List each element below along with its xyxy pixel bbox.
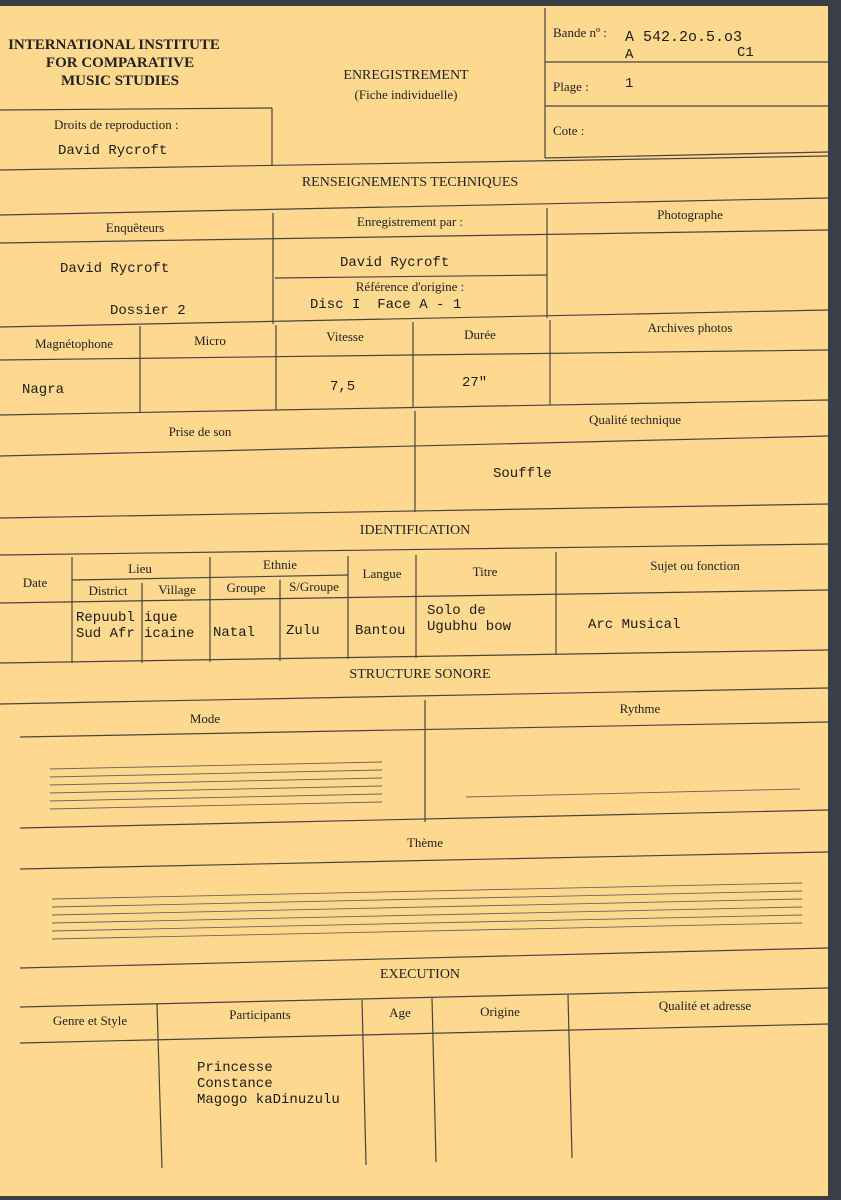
dossier-value: Dossier 2 [110, 303, 186, 319]
village-value-2: icaine [144, 626, 195, 642]
groupe-label: Groupe [226, 580, 266, 595]
prise-label: Prise de son [168, 424, 232, 439]
photographe-label: Photographe [657, 207, 723, 222]
plage-label: Plage : [553, 79, 589, 94]
qualite-technique-value: Souffle [493, 466, 552, 482]
ethnie-label: Ethnie [263, 557, 297, 572]
titre-value-1: Solo de [427, 603, 486, 619]
district-value-1: Repuubl [76, 610, 135, 626]
duree-label: Durée [464, 327, 496, 342]
section-title-execution: EXECUTION [379, 967, 461, 982]
langue-label: Langue [362, 566, 402, 581]
qualite-adresse-label: Qualité et adresse [658, 998, 752, 1013]
lieu-label: Lieu [128, 561, 152, 576]
cote-label: Cote : [553, 123, 585, 138]
vitesse-value: 7,5 [330, 379, 356, 395]
age-label: Age [389, 1005, 411, 1020]
reference-label: Référence d'origine : [355, 279, 465, 294]
section-title-identification: IDENTIFICATION [359, 523, 471, 538]
village-label: Village [158, 582, 196, 597]
plage-value: 1 [625, 76, 634, 92]
groupe-value: Natal [213, 625, 256, 641]
section-title-technique: RENSEIGNEMENTS TECHNIQUES [301, 175, 519, 190]
vitesse-label: Vitesse [326, 329, 364, 344]
sujet-label: Sujet ou fonction [650, 558, 740, 573]
titre-value-2: Ugubhu bow [427, 619, 512, 635]
district-value-2: Sud Afr [76, 626, 135, 642]
reference-value: Disc I Face A - 1 [310, 297, 462, 313]
theme-label: Thème [406, 835, 444, 850]
section-title-structure: STRUCTURE SONORE [349, 667, 491, 682]
form-title: ENREGISTREMENT [343, 68, 469, 83]
origine-label: Origine [480, 1004, 520, 1019]
bande-value: A 542.2o.5.o3 [625, 29, 743, 46]
participant-line-1: Princesse [197, 1060, 273, 1076]
titre-label: Titre [472, 564, 498, 579]
participants-label: Participants [229, 1007, 291, 1022]
enregistrement-label: Enregistrement par : [356, 214, 464, 229]
duree-value: 27" [462, 375, 488, 391]
bande-value-2b: C1 [737, 45, 754, 61]
magnetophone-value: Nagra [22, 382, 65, 398]
langue-value: Bantou [355, 623, 406, 639]
sgroupe-label: S/Groupe [289, 579, 339, 594]
enqueteurs-value: David Rycroft [60, 261, 170, 277]
bande-label: Bande nº : [553, 25, 607, 40]
sujet-value: Arc Musical [588, 617, 681, 633]
droits-label: Droits de reproduction : [54, 117, 179, 132]
institute-line-2: FOR COMPARATIVE [45, 55, 195, 71]
enqueteurs-label: Enquêteurs [105, 220, 165, 235]
mode-label: Mode [189, 711, 221, 726]
micro-label: Micro [194, 333, 226, 348]
droits-value: David Rycroft [58, 143, 168, 159]
form-subtitle: (Fiche individuelle) [354, 87, 458, 102]
genre-label: Genre et Style [52, 1013, 128, 1028]
enregistrement-value: David Rycroft [340, 255, 450, 271]
magnetophone-label: Magnétophone [35, 336, 113, 351]
qualite-technique-label: Qualité technique [588, 412, 682, 427]
participant-line-2: Constance [197, 1076, 273, 1092]
archives-label: Archives photos [647, 320, 733, 335]
district-label: District [88, 583, 128, 598]
date-label: Date [22, 575, 48, 590]
village-value-1: ique [144, 610, 178, 626]
institute-line-3: MUSIC STUDIES [61, 73, 179, 89]
institute-line-1: INTERNATIONAL INSTITUTE [8, 37, 220, 53]
rythme-label: Rythme [619, 701, 661, 716]
bande-value-2a: A [625, 47, 634, 63]
sgroupe-value: Zulu [286, 623, 320, 639]
participant-line-3: Magogo kaDinuzulu [197, 1092, 340, 1108]
